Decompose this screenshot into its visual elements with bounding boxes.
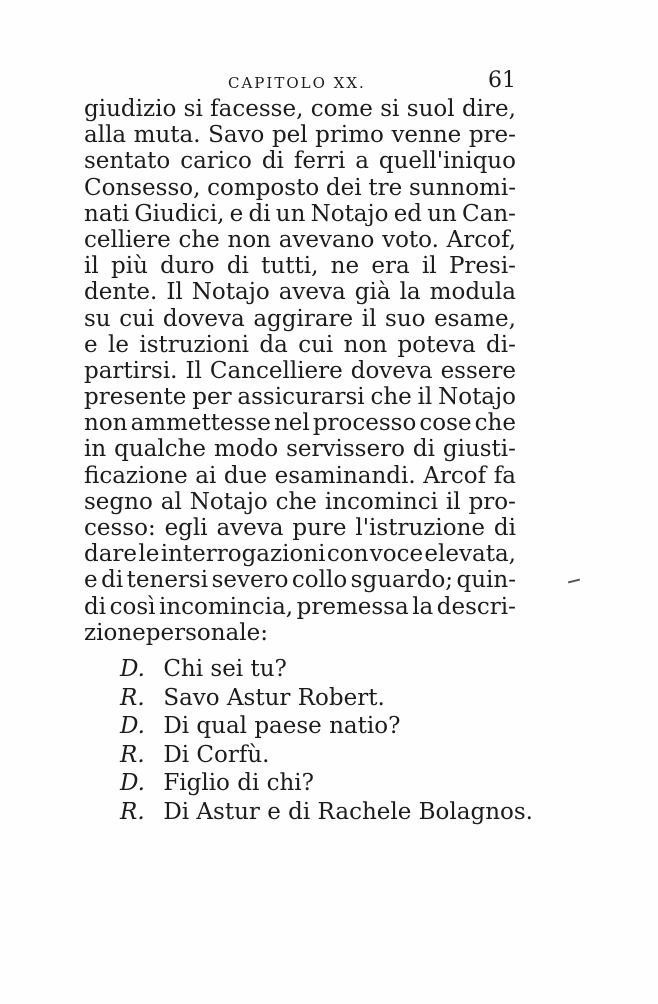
text-line: presente per assicurarsi che il Notajo: [84, 384, 516, 411]
dialogue-text: Savo Astur Robert.: [163, 684, 385, 711]
text-line: giudizio si facesse, come si suol dire,: [84, 96, 516, 122]
speaker-label: R.: [120, 741, 145, 768]
text-line: cesso: egli aveva pure l'istruzione di: [84, 515, 516, 541]
page-number: 61: [488, 68, 516, 93]
speaker-label: R.: [120, 684, 145, 711]
body-text: [84, 96, 516, 646]
speaker-label: D.: [120, 713, 145, 739]
dialogue-line: [120, 798, 540, 827]
speaker-label: D.: [120, 770, 145, 796]
text-line: in qualche modo servissero di giusti-: [84, 436, 516, 463]
text-line: ficazione ai due esaminandi. Arcof fa: [84, 462, 516, 489]
dialogue-text: Di qual paese natio?: [163, 713, 401, 739]
dialogue-line: [120, 741, 540, 770]
dialogue-line: [120, 769, 540, 798]
text-line: sentato carico di ferri a quell'iniquo: [84, 148, 516, 175]
text-line: dare le interrogazioni con voce elevata,: [84, 541, 516, 568]
text-line: Consesso, composto dei tre sunnomi-: [84, 174, 516, 201]
dialogue-text: Di Astur e di Rachele Bolagnos.: [163, 798, 533, 825]
speaker-label: R.: [120, 798, 145, 825]
text-line: non ammettesse nel processo cose che: [84, 410, 516, 437]
dialogue-text: Di Corfù.: [163, 741, 270, 768]
text-line: dente. Il Notajo aveva già la modula: [84, 279, 516, 306]
margin-mark: [568, 579, 580, 584]
dialogue-line: [120, 712, 540, 741]
text-line: partirsi. Il Cancelliere doveva essere: [84, 357, 516, 384]
dialogue-text: Figlio di chi?: [163, 770, 314, 796]
text-line: celliere che non avevano voto. Arcof,: [84, 226, 516, 253]
dialogue-line: [120, 655, 540, 684]
text-line: il più duro di tutti, ne era il Presi-: [84, 253, 516, 280]
chapter-title: CAPITOLO XX.: [228, 74, 366, 92]
text-line: di così incomincia, premessa la descri-: [84, 593, 516, 620]
text-line: nati Giudici, e di un Notajo ed un Can-: [84, 200, 516, 227]
text-line: zione personale:: [84, 619, 268, 646]
running-header: [228, 68, 516, 98]
text-line: e le istruzioni da cui non poteva di-: [84, 331, 516, 358]
dialogue-text: Chi sei tu?: [163, 656, 287, 682]
text-line: su cui doveva aggirare il suo esame,: [84, 305, 516, 332]
text-line: alla muta. Savo pel primo venne pre-: [84, 122, 516, 149]
text-line: segno al Notajo che incominci il pro-: [84, 488, 516, 515]
dialogue-line: [120, 684, 540, 713]
speaker-label: D.: [120, 656, 145, 682]
dialogue: [120, 655, 540, 826]
text-line: e di tenersi severo collo sguardo; quin-: [84, 567, 516, 594]
